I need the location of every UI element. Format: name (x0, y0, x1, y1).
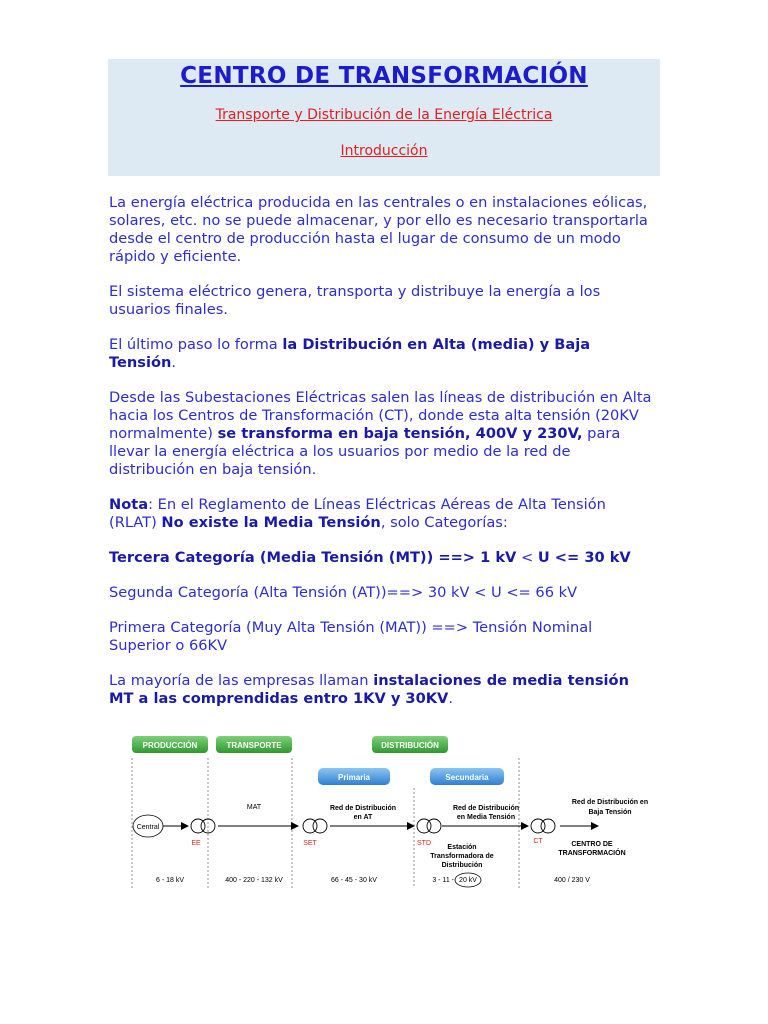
paragraph-6: Tercera Categoría (Media Tensión (MT)) ==> 1 kV < U <= 30 kV (109, 549, 631, 566)
subtitle-link[interactable]: Transporte y Distribución de la Energía Eléctrica (215, 107, 553, 123)
paragraph-7: Segunda Categoría (Alta Tensión (AT))==> 30 kV < U <= 66 kV (109, 584, 578, 601)
red-mt-label-1: Red de Distribución (452, 805, 520, 812)
sub-secundaria-label: Secundaria (445, 773, 489, 782)
paragraph-5: Nota: En el Reglamento de Líneas Eléctricas Aéreas de Alta Tensión (RLAT) No existe la Media Tensión, solo Categorías: (109, 496, 606, 531)
power-system-diagram (124, 728, 664, 892)
paragraph-4: Desde las Subestaciones Eléctricas salen las líneas de distribución en Alta hacia los Centros de Transformación (CT), donde esta alta tensión (20KV normalmente) se transforma en baja tensión, 400V y 230V, para llevar la energía eléctrica a los usuarios por medio de la red de distribución en baja tensión. (109, 389, 652, 478)
stage-distribucion-label: DISTRIBUCIÓN (381, 741, 439, 750)
estacion-label-2: Transformadora de (430, 853, 494, 860)
voltage-produccion: 6 - 18 kV (155, 877, 185, 884)
header-box (108, 59, 660, 176)
paragraph-8: Primera Categoría (Muy Alta Tensión (MAT)) ==> Tensión Nominal Superior o 66KV (109, 619, 593, 654)
paragraph-9: La mayoría de las empresas llaman instalaciones de media tensión MT a las comprendidas entro 1KV y 30KV. (109, 672, 629, 707)
central-label: Central (136, 824, 160, 831)
estacion-label-3: Distribución (441, 862, 483, 869)
sub-primaria-label: Primaria (337, 773, 371, 782)
red-bt-label-1: Red de Distribución en (571, 799, 649, 806)
voltage-secundaria: 3 - 11 - (432, 877, 454, 884)
paragraph-3: El último paso lo forma la Distribución en Alta (media) y Baja Tensión. (109, 336, 591, 371)
stage-produccion-label: PRODUCCIÓN (142, 741, 198, 750)
red-at-label-2: en AT (353, 814, 373, 821)
red-bt-label-2: Baja Tensión (588, 809, 632, 816)
voltage-transporte: 400 - 220 - 132 kV (225, 877, 283, 884)
red-mt-label-2: en Media Tensión (456, 814, 516, 821)
estacion-label-1: Estación (447, 844, 477, 851)
mat-label: MAT (246, 804, 262, 811)
voltage-20kv: 20 kV (459, 877, 477, 884)
voltage-baja: 400 / 230 V (554, 877, 590, 884)
centro-label-1: CENTRO DE (571, 841, 613, 848)
red-at-label-1: Red de Distribución (329, 805, 397, 812)
centro-label-2: TRANSFORMACIÓN (558, 850, 626, 857)
ct-label: CT (533, 838, 543, 845)
paragraph-2: El sistema eléctrico genera, transporta y distribuye la energía a los usuarios finales. (109, 283, 601, 318)
ee-label: EE (191, 840, 201, 847)
intro-link[interactable]: Introducción (340, 143, 428, 159)
std-label: STD (417, 840, 431, 847)
article-body (109, 194, 655, 725)
set-label: SET (303, 840, 317, 847)
page-title: CENTRO DE TRANSFORMACIÓN (180, 63, 588, 89)
stage-transporte-label: TRANSPORTE (226, 741, 282, 750)
voltage-primaria: 66 - 45 - 30 kV (331, 877, 377, 884)
paragraph-1: La energía eléctrica producida en las centrales o en instalaciones eólicas, solares, etc. no se puede almacenar, y por ello es necesario transportarla desde el centro de producción hasta el lugar de consumo de un modo rápido y eficiente. (109, 194, 648, 265)
